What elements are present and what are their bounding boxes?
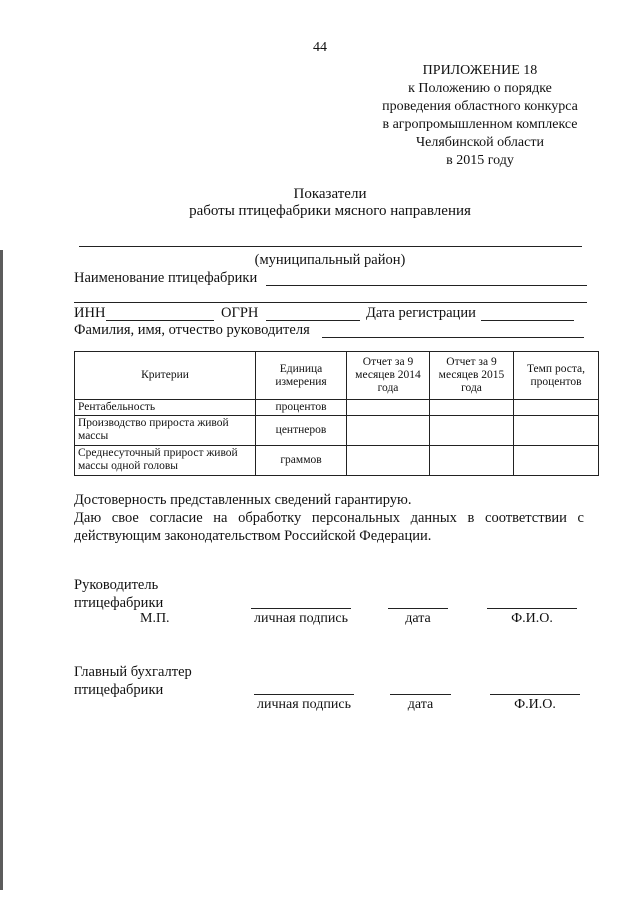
appendix-line: Челябинской области [416, 135, 544, 150]
criterion-cell: Среднесуточный прирост живой массы одной головы [75, 446, 256, 476]
value-cell-growth[interactable] [514, 446, 599, 476]
unit-cell: процентов [256, 400, 347, 416]
name-caption: Ф.И.О. [511, 611, 553, 626]
criterion-cell: Рентабельность [75, 400, 256, 416]
appendix-header [370, 62, 590, 170]
registration-date-field[interactable] [481, 320, 574, 321]
value-cell-2014[interactable] [347, 416, 430, 446]
manager-date-field[interactable] [388, 608, 448, 609]
column-header-criteria: Критерии [75, 352, 256, 400]
ogrn-field[interactable] [266, 320, 360, 321]
consent-statement: Даю свое согласие на обработку персональных данных в соответствии с действующим законодательством Российской Федерации. [74, 510, 584, 544]
appendix-title: ПРИЛОЖЕНИЕ 18 [422, 63, 538, 78]
accountant-name-field[interactable] [490, 694, 580, 695]
district-caption: (муниципальный район) [254, 252, 406, 268]
factory-name-label: Наименование птицефабрики [74, 270, 258, 286]
column-header-unit: Единица измерения [256, 352, 347, 400]
signature-caption: личная подпись [257, 697, 351, 712]
appendix-line: к Положению о порядке [408, 81, 552, 96]
column-header-report-2014: Отчет за 9 месяцев 2014 года [347, 352, 430, 400]
accountant-title-line-2: птицефабрики [74, 682, 164, 698]
value-cell-2015[interactable] [430, 416, 514, 446]
appendix-line: в 2015 году [446, 153, 514, 168]
appendix-line: в агропромышленном комплексе [382, 117, 578, 132]
reliability-statement: Достоверность представленных сведений гарантирую. [74, 492, 412, 508]
criterion-cell: Производство прироста живой массы [75, 416, 256, 446]
manager-name-field[interactable] [322, 337, 584, 338]
inn-label: ИНН [74, 305, 106, 321]
stamp-placeholder: М.П. [140, 611, 170, 626]
value-cell-growth[interactable] [514, 416, 599, 446]
ogrn-label: ОГРН [221, 305, 259, 321]
title-line-2: работы птицефабрики мясного направления [189, 203, 471, 219]
manager-title-line-1: Руководитель [74, 577, 159, 593]
factory-name-field-continued[interactable] [74, 302, 587, 303]
value-cell-2014[interactable] [347, 446, 430, 476]
district-field-line[interactable] [79, 246, 582, 247]
accountant-signature-field[interactable] [254, 694, 354, 695]
unit-cell: центнеров [256, 416, 347, 446]
criteria-table [74, 351, 599, 476]
accountant-title-line-1: Главный бухгалтер [74, 664, 192, 680]
title-line-1: Показатели [293, 186, 367, 202]
document-title [0, 186, 640, 220]
table-row [75, 416, 599, 446]
factory-name-field[interactable] [266, 285, 587, 286]
scan-edge-artifact [0, 250, 3, 890]
date-caption: дата [405, 611, 431, 626]
manager-signature-field[interactable] [251, 608, 351, 609]
value-cell-2015[interactable] [430, 446, 514, 476]
column-header-growth-rate: Темп роста, процентов [514, 352, 599, 400]
value-cell-growth[interactable] [514, 400, 599, 416]
name-caption: Ф.И.О. [514, 697, 556, 712]
appendix-line: проведения областного конкурса [382, 99, 578, 114]
date-caption: дата [407, 697, 434, 712]
page-number: 44 [313, 40, 327, 55]
registration-date-label: Дата регистрации [366, 305, 476, 321]
inn-field[interactable] [106, 320, 214, 321]
manager-name-label: Фамилия, имя, отчество руководителя [74, 322, 310, 338]
table-row [75, 446, 599, 476]
unit-cell: граммов [256, 446, 347, 476]
table-row [75, 400, 599, 416]
table-header-row [75, 352, 599, 400]
manager-name-field[interactable] [487, 608, 577, 609]
accountant-date-field[interactable] [390, 694, 451, 695]
column-header-report-2015: Отчет за 9 месяцев 2015 года [430, 352, 514, 400]
manager-title-line-2: птицефабрики [74, 595, 164, 611]
signature-caption: личная подпись [254, 611, 348, 626]
value-cell-2014[interactable] [347, 400, 430, 416]
value-cell-2015[interactable] [430, 400, 514, 416]
